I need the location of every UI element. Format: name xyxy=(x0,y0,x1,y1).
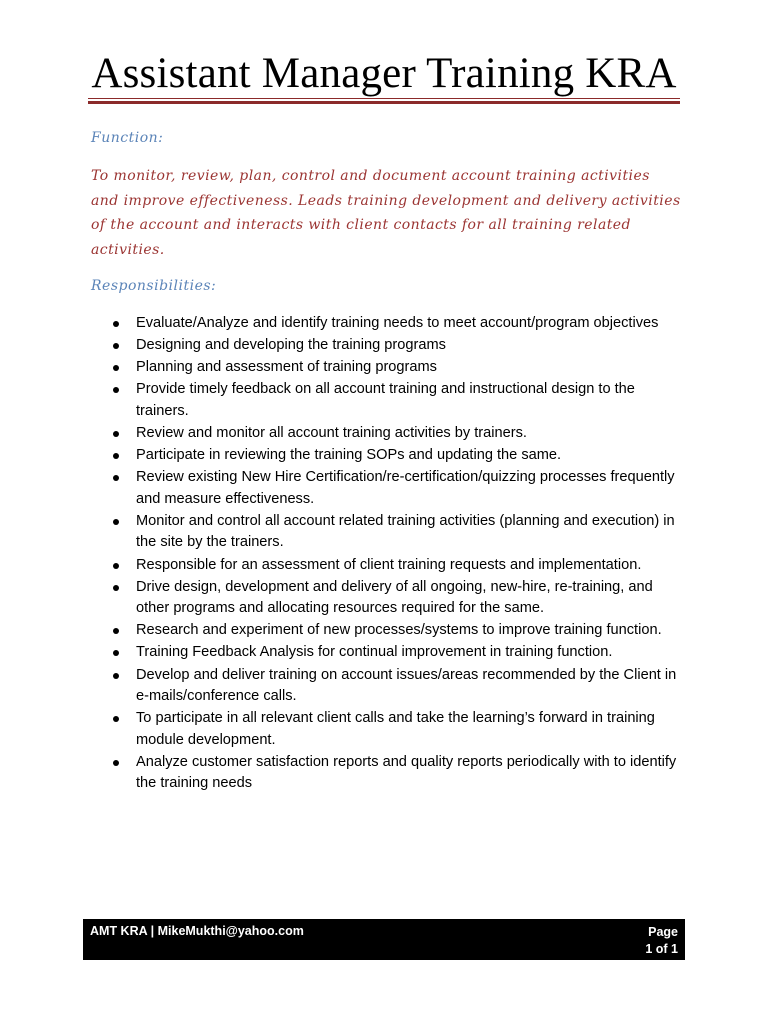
bullet-icon xyxy=(113,673,119,679)
function-heading: Function: xyxy=(91,130,164,146)
list-item xyxy=(113,665,688,708)
list-item xyxy=(113,335,688,357)
bullet-icon xyxy=(113,716,119,722)
bullet-icon xyxy=(113,563,119,569)
list-item-text: Drive design, development and delivery of all ongoing, new-hire, re-training, and other programs and allocating resources required for the same. xyxy=(136,578,653,617)
bullet-icon xyxy=(113,585,119,591)
list-item xyxy=(113,577,688,620)
list-item-text: Review and monitor all account training activities by trainers. xyxy=(136,424,527,441)
list-item-text: Review existing New Hire Certification/re-certification/quizzing processes frequently and measure effectiveness. xyxy=(136,469,675,507)
list-item xyxy=(113,708,688,751)
bullet-icon xyxy=(113,387,119,393)
page-number xyxy=(645,924,678,958)
list-item xyxy=(113,511,688,554)
responsibilities-list xyxy=(113,313,688,796)
list-item-text: Designing and developing the training programs xyxy=(136,337,446,354)
bullet-icon xyxy=(113,321,119,327)
list-item-text: Provide timely feedback on all account training and instructional design to the trainers. xyxy=(136,381,635,419)
responsibilities-heading: Responsibilities: xyxy=(91,278,217,294)
list-item xyxy=(113,423,688,445)
list-item-text: Monitor and control all account related training activities (planning and execution) in the site by the trainers. xyxy=(136,512,675,551)
list-item xyxy=(113,642,688,664)
list-item xyxy=(113,313,688,335)
list-item xyxy=(113,379,688,422)
function-text: To monitor, review, plan, control and document account training activities and improve effectiveness. Leads training development and delivery activities of the account and interacts with client contacts for all training related activities. xyxy=(91,168,681,259)
list-item-text: Planning and assessment of training programs xyxy=(136,359,437,376)
list-item-text: Participate in reviewing the training SOPs and updating the same. xyxy=(136,447,562,464)
bullet-icon xyxy=(113,760,119,766)
bullet-icon xyxy=(113,453,119,459)
list-item-text: Responsible for an assessment of client training requests and implementation. xyxy=(136,556,642,573)
bullet-icon xyxy=(113,519,119,525)
bullet-icon xyxy=(113,343,119,349)
bullet-icon xyxy=(113,475,119,481)
list-item-text: To participate in all relevant client calls and take the learning’s forward in training module development. xyxy=(136,710,655,748)
document-title: Assistant Manager Training KRA xyxy=(91,50,677,97)
list-item xyxy=(113,555,688,577)
list-item-text: Evaluate/Analyze and identify training needs to meet account/program objectives xyxy=(136,315,659,331)
bullet-icon xyxy=(113,628,119,634)
title-rule-thin xyxy=(88,98,680,99)
list-item-text: Develop and deliver training on account issues/areas recommended by the Client in e-mails/conference calls. xyxy=(136,666,677,705)
bullet-icon xyxy=(113,650,119,656)
bullet-icon xyxy=(113,431,119,437)
list-item-text: Analyze customer satisfaction reports and quality reports periodically with to identify the training needs xyxy=(136,753,677,792)
list-item xyxy=(113,467,688,510)
list-item-text: Research and experiment of new processes/systems to improve training function. xyxy=(136,622,662,639)
page-count: 1 of 1 xyxy=(645,942,678,956)
footer-left-text: AMT KRA | MikeMukthi@yahoo.com xyxy=(90,924,304,938)
list-item xyxy=(113,620,688,642)
list-item-text: Training Feedback Analysis for continual improvement in training function. xyxy=(136,644,613,661)
page-footer xyxy=(83,919,685,960)
title-rule-thick xyxy=(88,101,680,104)
page-label: Page xyxy=(648,925,678,939)
list-item xyxy=(113,357,688,379)
bullet-icon xyxy=(113,365,119,371)
list-item xyxy=(113,752,688,795)
list-item xyxy=(113,445,688,467)
